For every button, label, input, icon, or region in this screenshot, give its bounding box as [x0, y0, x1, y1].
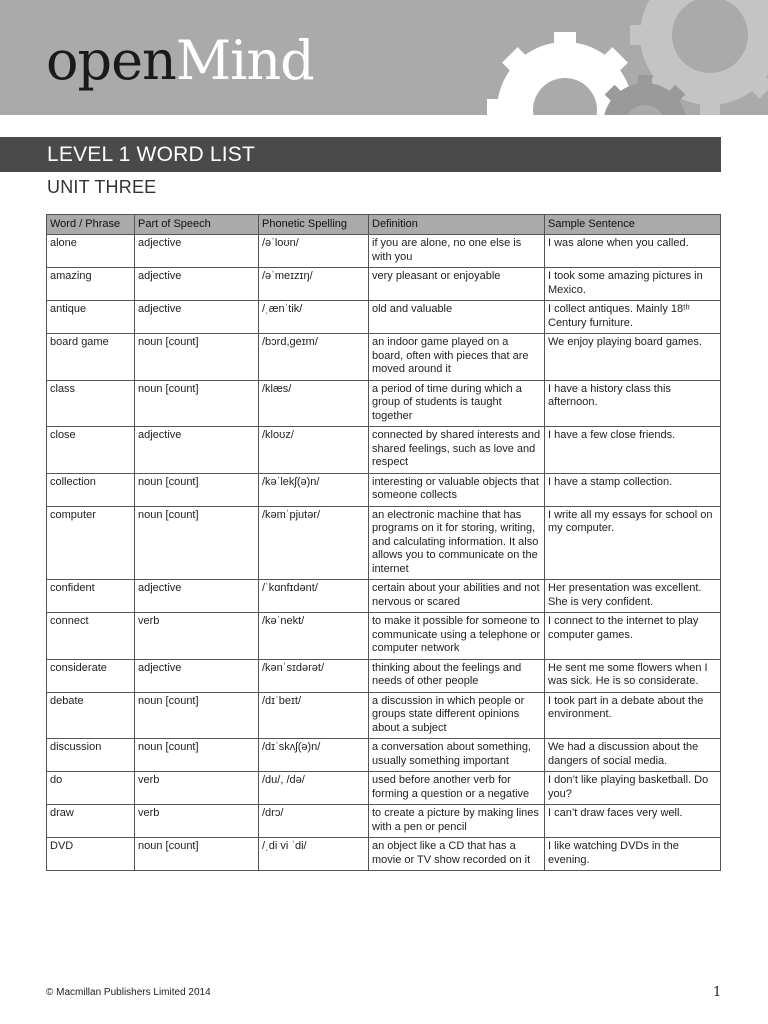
table-row: [47, 580, 721, 613]
sample-sentence-cell: I connect to the internet to play computer games.: [545, 613, 721, 660]
definition-cell: a conversation about something, usually something important: [369, 739, 545, 772]
phonetic-cell: /əˈmeɪzɪŋ/: [259, 268, 369, 301]
table-row: [47, 692, 721, 739]
word-cell: DVD: [47, 838, 135, 871]
definition-cell: thinking about the feelings and needs of other people: [369, 659, 545, 692]
table-row: [47, 301, 721, 334]
part-of-speech-cell: adjective: [135, 659, 259, 692]
definition-cell: old and valuable: [369, 301, 545, 334]
column-header: Phonetic Spelling: [259, 215, 369, 235]
sample-sentence-cell: I don’t like playing basketball. Do you?: [545, 772, 721, 805]
definition-cell: interesting or valuable objects that someone collects: [369, 473, 545, 506]
table-row: [47, 427, 721, 474]
word-cell: board game: [47, 334, 135, 381]
phonetic-cell: /kloʊz/: [259, 427, 369, 474]
part-of-speech-cell: adjective: [135, 427, 259, 474]
definition-cell: to make it possible for someone to communicate using a telephone or computer network: [369, 613, 545, 660]
word-cell: computer: [47, 506, 135, 580]
sample-sentence-cell: I have a few close friends.: [545, 427, 721, 474]
table-header-row: [47, 215, 721, 235]
sample-sentence-cell: We enjoy playing board games.: [545, 334, 721, 381]
table-row: [47, 268, 721, 301]
table-row: [47, 334, 721, 381]
sample-sentence-cell: I have a stamp collection.: [545, 473, 721, 506]
part-of-speech-cell: adjective: [135, 268, 259, 301]
phonetic-cell: /kənˈsɪdərət/: [259, 659, 369, 692]
header-banner: [0, 0, 768, 115]
definition-cell: very pleasant or enjoyable: [369, 268, 545, 301]
part-of-speech-cell: adjective: [135, 301, 259, 334]
column-header: Definition: [369, 215, 545, 235]
table-row: [47, 380, 721, 427]
word-list-table: [46, 214, 721, 871]
word-cell: class: [47, 380, 135, 427]
unit-heading: UNIT THREE: [47, 177, 157, 197]
part-of-speech-cell: noun [count]: [135, 334, 259, 381]
word-cell: draw: [47, 805, 135, 838]
title-bar: [0, 137, 721, 172]
phonetic-cell: /du/, /də/: [259, 772, 369, 805]
word-cell: discussion: [47, 739, 135, 772]
word-cell: close: [47, 427, 135, 474]
sample-sentence-cell: I took some amazing pictures in Mexico.: [545, 268, 721, 301]
phonetic-cell: /kəmˈpjutər/: [259, 506, 369, 580]
sample-sentence-cell: I was alone when you called.: [545, 235, 721, 268]
part-of-speech-cell: noun [count]: [135, 506, 259, 580]
sample-sentence-cell: He sent me some flowers when I was sick. He is so considerate.: [545, 659, 721, 692]
gears-decoration: [420, 0, 768, 115]
table-row: [47, 613, 721, 660]
definition-cell: connected by shared interests and shared feelings, such as love and respect: [369, 427, 545, 474]
definition-cell: an electronic machine that has programs on it for storing, writing, and calculating information. It also allows you to communicate on the internet: [369, 506, 545, 580]
column-header: Part of Speech: [135, 215, 259, 235]
phonetic-cell: /ˌænˈtik/: [259, 301, 369, 334]
word-cell: debate: [47, 692, 135, 739]
logo-open-text: open: [46, 29, 176, 92]
sample-sentence-cell: I took part in a debate about the environment.: [545, 692, 721, 739]
column-header: Sample Sentence: [545, 215, 721, 235]
phonetic-cell: /dɪˈskʌʃ(ə)n/: [259, 739, 369, 772]
word-cell: antique: [47, 301, 135, 334]
definition-cell: a period of time during which a group of students is taught together: [369, 380, 545, 427]
sample-sentence-cell: I collect antiques. Mainly 18ᵗʰ Century furniture.: [545, 301, 721, 334]
table-row: [47, 473, 721, 506]
part-of-speech-cell: verb: [135, 613, 259, 660]
table-row: [47, 772, 721, 805]
part-of-speech-cell: noun [count]: [135, 838, 259, 871]
word-cell: confident: [47, 580, 135, 613]
part-of-speech-cell: verb: [135, 805, 259, 838]
part-of-speech-cell: verb: [135, 772, 259, 805]
word-cell: amazing: [47, 268, 135, 301]
column-header: Word / Phrase: [47, 215, 135, 235]
table-row: [47, 506, 721, 580]
word-cell: do: [47, 772, 135, 805]
word-cell: collection: [47, 473, 135, 506]
word-cell: connect: [47, 613, 135, 660]
copyright-notice: © Macmillan Publishers Limited 2014: [46, 987, 211, 998]
part-of-speech-cell: adjective: [135, 580, 259, 613]
logo-mind-text: Mind: [175, 29, 314, 92]
table-row: [47, 659, 721, 692]
word-cell: alone: [47, 235, 135, 268]
table-row: [47, 235, 721, 268]
phonetic-cell: /bɔrd,geɪm/: [259, 334, 369, 381]
part-of-speech-cell: noun [count]: [135, 739, 259, 772]
phonetic-cell: /ˈkɑnfɪdənt/: [259, 580, 369, 613]
page-title: LEVEL 1 WORD LIST: [47, 143, 256, 166]
phonetic-cell: /kəˈnekt/: [259, 613, 369, 660]
sample-sentence-cell: I can’t draw faces very well.: [545, 805, 721, 838]
phonetic-cell: /drɔ/: [259, 805, 369, 838]
table-body: [47, 235, 721, 871]
definition-cell: certain about your abilities and not nervous or scared: [369, 580, 545, 613]
phonetic-cell: /ˌdi vi ˈdi/: [259, 838, 369, 871]
phonetic-cell: /dɪˈbeɪt/: [259, 692, 369, 739]
sample-sentence-cell: Her presentation was excellent. She is very confident.: [545, 580, 721, 613]
definition-cell: to create a picture by making lines with a pen or pencil: [369, 805, 545, 838]
phonetic-cell: /kəˈlekʃ(ə)n/: [259, 473, 369, 506]
table-row: [47, 838, 721, 871]
part-of-speech-cell: adjective: [135, 235, 259, 268]
sample-sentence-cell: I have a history class this afternoon.: [545, 380, 721, 427]
part-of-speech-cell: noun [count]: [135, 473, 259, 506]
word-cell: considerate: [47, 659, 135, 692]
sample-sentence-cell: I write all my essays for school on my computer.: [545, 506, 721, 580]
table-row: [47, 805, 721, 838]
page-number: 1: [713, 985, 722, 1000]
sample-sentence-cell: We had a discussion about the dangers of social media.: [545, 739, 721, 772]
definition-cell: an object like a CD that has a movie or TV show recorded on it: [369, 838, 545, 871]
openmind-logo: [46, 29, 314, 92]
definition-cell: used before another verb for forming a question or a negative: [369, 772, 545, 805]
definition-cell: if you are alone, no one else is with you: [369, 235, 545, 268]
definition-cell: an indoor game played on a board, often with pieces that are moved around it: [369, 334, 545, 381]
phonetic-cell: /əˈloʊn/: [259, 235, 369, 268]
part-of-speech-cell: noun [count]: [135, 692, 259, 739]
definition-cell: a discussion in which people or groups state different opinions about a subject: [369, 692, 545, 739]
phonetic-cell: /klæs/: [259, 380, 369, 427]
part-of-speech-cell: noun [count]: [135, 380, 259, 427]
table-row: [47, 739, 721, 772]
sample-sentence-cell: I like watching DVDs in the evening.: [545, 838, 721, 871]
